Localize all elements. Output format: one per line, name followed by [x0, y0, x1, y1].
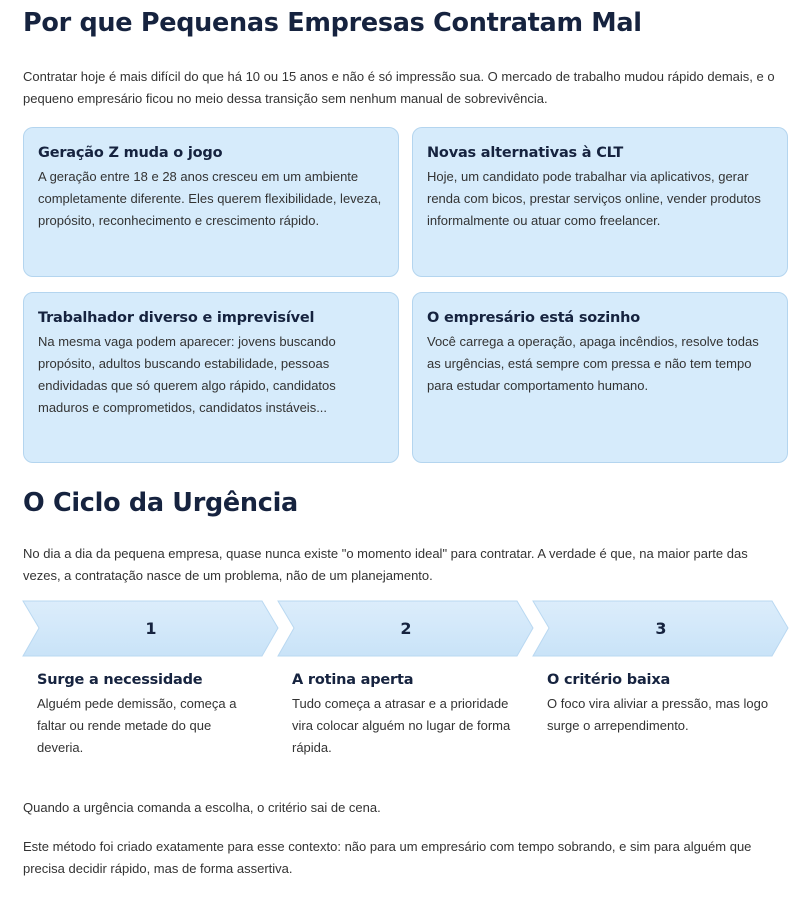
card-body: Hoje, um candidato pode trabalhar via aplicativos, gerar renda com bicos, prestar serviços online, vender produtos informalmente ou atuar como freelancer. — [427, 169, 761, 228]
card-title: Novas alternativas à CLT — [427, 145, 624, 161]
intro-paragraph: Contratar hoje é mais difícil do que há 10 ou 15 anos e não é só impressão sua. O mercado de trabalho mudou rápido demais, e o pequeno empresário ficou no meio dessa transição sem nenhum manual de sobrevivência. — [23, 69, 775, 106]
card-trabalhador-diverso — [23, 292, 399, 463]
card-body: A geração entre 18 e 28 anos cresceu em um ambiente completamente diferente. Eles querem flexibilidade, leveza, propósito, reconhecimento e crescimento rápido. — [38, 169, 382, 228]
step-title: O critério baixa — [547, 672, 671, 688]
step-body: O foco vira aliviar a pressão, mas logo surge o arrependimento. — [547, 696, 769, 733]
conclusion-paragraph: Quando a urgência comanda a escolha, o critério sai de cena. — [23, 800, 381, 815]
section-intro: No dia a dia da pequena empresa, quase nunca existe "o momento ideal" para contratar. A verdade é que, na maior parte das vezes, a contratação nasce de um problema, não de um planejamento. — [23, 546, 748, 583]
step-title: A rotina aperta — [292, 672, 414, 688]
section-title: O Ciclo da Urgência — [23, 488, 298, 518]
card-body: Você carrega a operação, apaga incêndios, resolve todas as urgências, está sempre com pressa e não tem tempo para estudar comportamento humano. — [427, 334, 759, 393]
closing-paragraph: Este método foi criado exatamente para esse contexto: não para um empresário com tempo sobrando, e sim para alguém que precisa decidir rápido, mas de forma assertiva. — [23, 839, 752, 876]
step-body: Tudo começa a atrasar e a prioridade vira colocar alguém no lugar de forma rápida. — [292, 696, 511, 755]
page-title: Por que Pequenas Empresas Contratam Mal — [23, 8, 642, 38]
step-3 — [547, 672, 782, 737]
step-2 — [292, 672, 517, 759]
card-empresario-sozinho — [412, 292, 788, 463]
card-alternativas-clt — [412, 127, 788, 277]
step-body: Alguém pede demissão, começa a faltar ou rende metade do que deveria. — [37, 696, 237, 755]
card-body: Na mesma vaga podem aparecer: jovens buscando propósito, adultos buscando estabilidade, pessoas endividadas que só querem algo rápido, candidatos maduros e comprometidos, candidatos instáveis... — [38, 334, 336, 415]
card-title: Trabalhador diverso e imprevisível — [38, 310, 315, 326]
card-title: O empresário está sozinho — [427, 310, 641, 326]
step-number: 2 — [400, 619, 412, 638]
card-title: Geração Z muda o jogo — [38, 145, 223, 161]
step-title: Surge a necessidade — [37, 672, 203, 688]
step-1 — [37, 672, 247, 759]
step-number: 3 — [655, 619, 667, 638]
step-number: 1 — [145, 619, 157, 638]
card-geracao-z — [23, 127, 399, 277]
cycle-steps-arrows — [0, 600, 800, 658]
